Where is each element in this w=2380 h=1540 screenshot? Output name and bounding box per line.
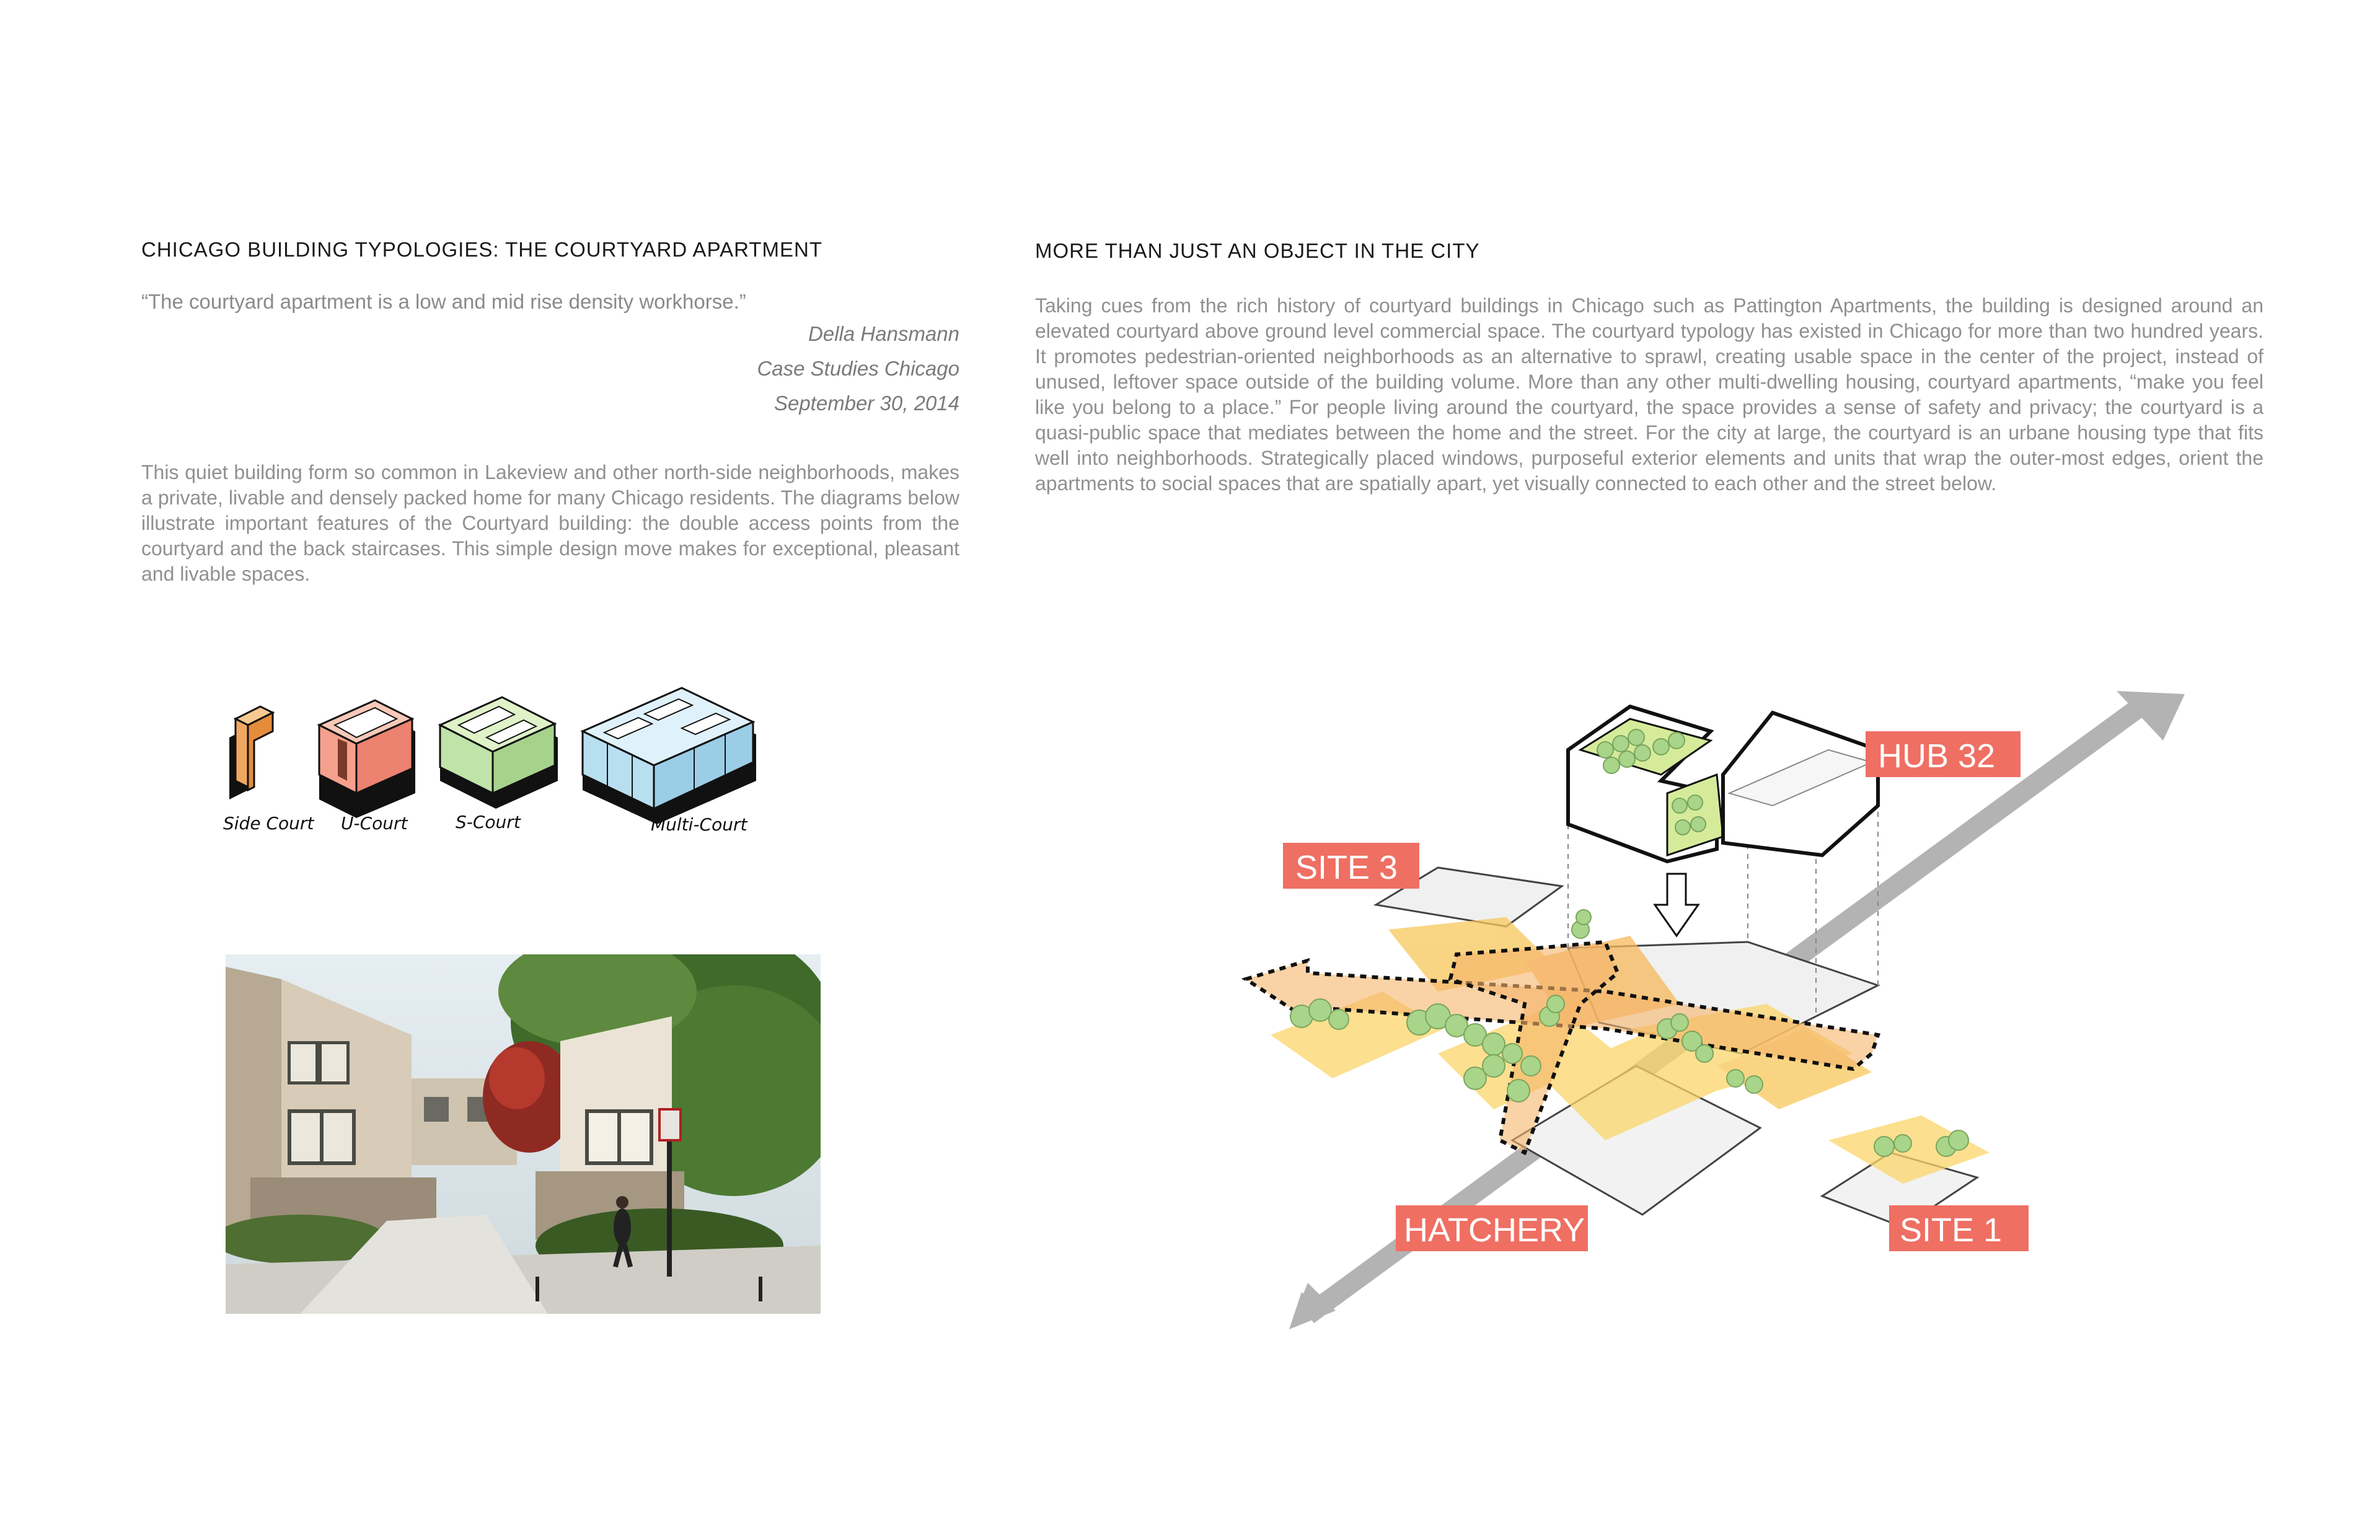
site-1-label-text: SITE 1	[1900, 1212, 2003, 1249]
pull-quote: “The courtyard apartment is a low and mid rise density workhorse.”	[141, 290, 746, 313]
typology-label-multi-court: Multi-Court	[651, 814, 747, 835]
left-body-text: This quiet building form so common in Lakeview and other north-side neighborhoods, makes a private, livable and densely packed home for many Chicago residents. The diagrams below illustrate important features of the Courtyard building: the double access points from the courtyard and the back staircases. This simple design move makes for exceptional, pleasant and livable spaces.	[141, 461, 959, 585]
quote-date: September 30, 2014	[774, 392, 959, 415]
hatchery-label	[1396, 1205, 1588, 1251]
drop-arrow	[1655, 874, 1698, 936]
typology-label-side-court: Side Court	[223, 813, 314, 834]
hub-32-label-text: HUB 32	[1878, 737, 1996, 775]
typology-label-u-court: U-Court	[341, 813, 408, 834]
right-body-text: Taking cues from the rich history of courtyard buildings in Chicago such as Pattington Apartments, the building is designed around an elevated courtyard above ground level commercial space. The courtyard typology has existed in Chicago for more than two hundred years. It promotes pedestrian-oriented neighborhoods as an alternative to sprawl, creating usable space in the center of the project, instead of unused, leftover space outside of the building volume. More than any other multi-dwelling housing, courtyard apartments, “make you feel like you belong to a place.” For people living around the courtyard, the space provides a sense of safety and privacy; the courtyard is a quasi-public space that mediates between the home and the street. For the city at large, the courtyard is an urbane housing type that fits well into neighborhoods. Strategically placed windows, purposeful exterior elements and units that wrap the outer-most edges, orient the apartments to social spaces that are spatially apart, yet visually connected to each other and the street below.	[1035, 294, 2263, 495]
left-section-title: CHICAGO BUILDING TYPOLOGIES: THE COURTYARD APARTMENT	[141, 238, 823, 261]
hub-32-label	[1866, 731, 2021, 777]
hatchery-label-text: HATCHERY	[1404, 1212, 1585, 1249]
s-court-icon	[440, 697, 558, 809]
quote-source: Case Studies Chicago	[757, 357, 959, 380]
side-court-icon	[229, 706, 273, 799]
site-3-label	[1283, 843, 1419, 889]
site-axonometric-diagram	[1233, 682, 2225, 1351]
typology-label-s-court: S-Court	[456, 812, 521, 832]
right-section-title: MORE THAN JUST AN OBJECT IN THE CITY	[1035, 239, 1480, 262]
transit-label: TRANSIT	[1913, 920, 1986, 1007]
u-court-icon	[319, 700, 415, 818]
multi-court-icon	[583, 688, 756, 824]
typology-diagram	[211, 669, 781, 843]
site-3-label-text: SITE 3	[1295, 849, 1398, 886]
hub-32-building	[1568, 706, 1878, 861]
site-1-label	[1889, 1205, 2029, 1251]
courtyard-photo	[226, 954, 821, 1314]
quote-author: Della Hansmann	[808, 322, 959, 345]
